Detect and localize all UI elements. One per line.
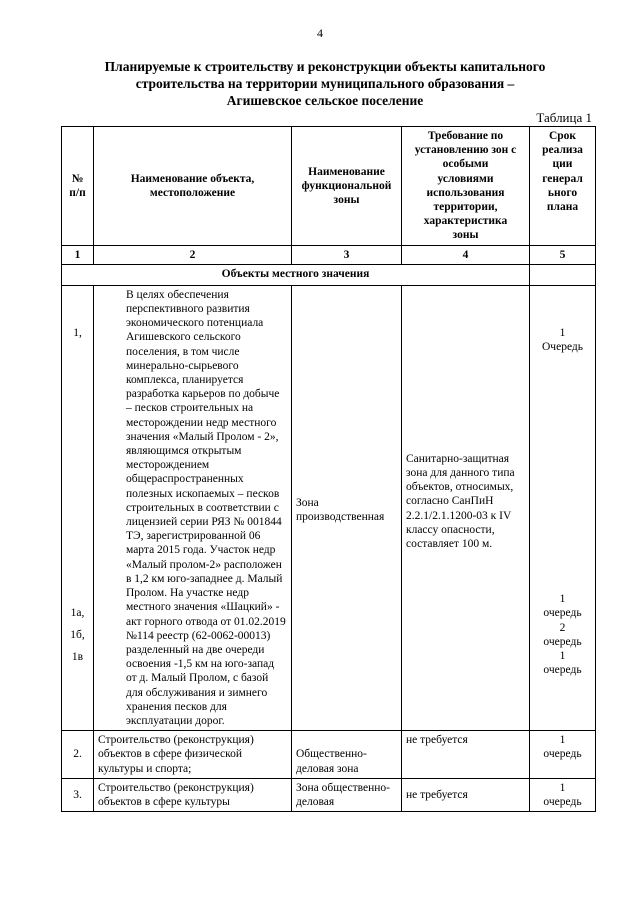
zone-requirement: Санитарно-защитная зона для данного типа объектов, относимых, согласно СанПиН 2.2.1/2.1.1200-03 к IV классу опасности, составляет 100 м. [402,285,530,730]
row-number: 2. [62,731,94,779]
title-line-1: Планируемые к строительству и реконструкции объекты капитального [104,59,546,74]
header-number: № п/п [62,127,94,246]
table-caption: Таблица 1 [536,110,592,125]
page-number: 4 [317,26,323,40]
zone-name: Общественно-деловая зона [292,731,402,779]
section-row [62,264,596,285]
term: 1 Очередь 1 очередь 2 очередь 1 очередь [530,285,596,730]
term: 1 очередь [530,778,596,811]
section-title: Объекты местного значения [62,264,530,285]
document-title [70,58,580,109]
header-zone-requirement: Требование по установлению зон с особыми условиями использования территории, характеристика зоны [402,127,530,246]
title-line-2: строительства на территории муниципального образования – [135,76,515,91]
table-row [62,778,596,811]
zone-requirement: не требуется [402,731,530,779]
header-object-name: Наименование объекта, местоположение [94,127,292,246]
objects-table [61,126,596,812]
table-row [62,285,596,730]
column-numbers-row [62,245,596,264]
table-row [62,731,596,779]
column-number: 2 [94,245,292,264]
zone-name: Зона общественно-деловая [292,778,402,811]
column-number: 5 [530,245,596,264]
object-name: Строительство (реконструкция) объектов в сфере культуры [94,778,292,811]
header-zone-name: Наименование функциональной зоны [292,127,402,246]
object-name: В целях обеспечения перспективного развития экономического потенциала Агишевского сельского поселения, в том числе минерально-сырьевого комплекса, планируется разработка карьеров по добыче – песков строительных на месторождении недр местного значения «Малый Пролом - 2», являющимся открытым месторождением общераспространенных полезных ископаемых – песков строительных в соответствии с лицензией серии РЯЗ № 001844 ТЭ, зарегистрированной 06 марта 2015 года. Участок недр «Малый пролом-2» расположен в 1,2 км юго-западнее д. Малый Пролом. На участке недр местного значения «Шацкий» - акт горного отвода от 01.02.2019 №114 реестр (62-0062-00013) разделенный на две очереди освоения -1,5 км на юго-запад от д. Малый Пролом, с базой для обслуживания и зимнего хранения песков для эксплуатации дорог. [94,285,292,730]
object-name: Строительство (реконструкция) объектов в сфере физической культуры и спорта; [94,731,292,779]
term: 1 очередь [530,731,596,779]
header-row [62,127,596,246]
column-number: 4 [402,245,530,264]
header-term: Срок реализа ции генерал ьного плана [530,127,596,246]
zone-requirement: не требуется [402,778,530,811]
column-number: 3 [292,245,402,264]
column-number: 1 [62,245,94,264]
zone-name: Зона производственная [292,285,402,730]
title-line-3: Агишевское сельское поселение [226,93,424,108]
row-number: 1, 1а, 1б, 1в [62,285,94,730]
row-number: 3. [62,778,94,811]
